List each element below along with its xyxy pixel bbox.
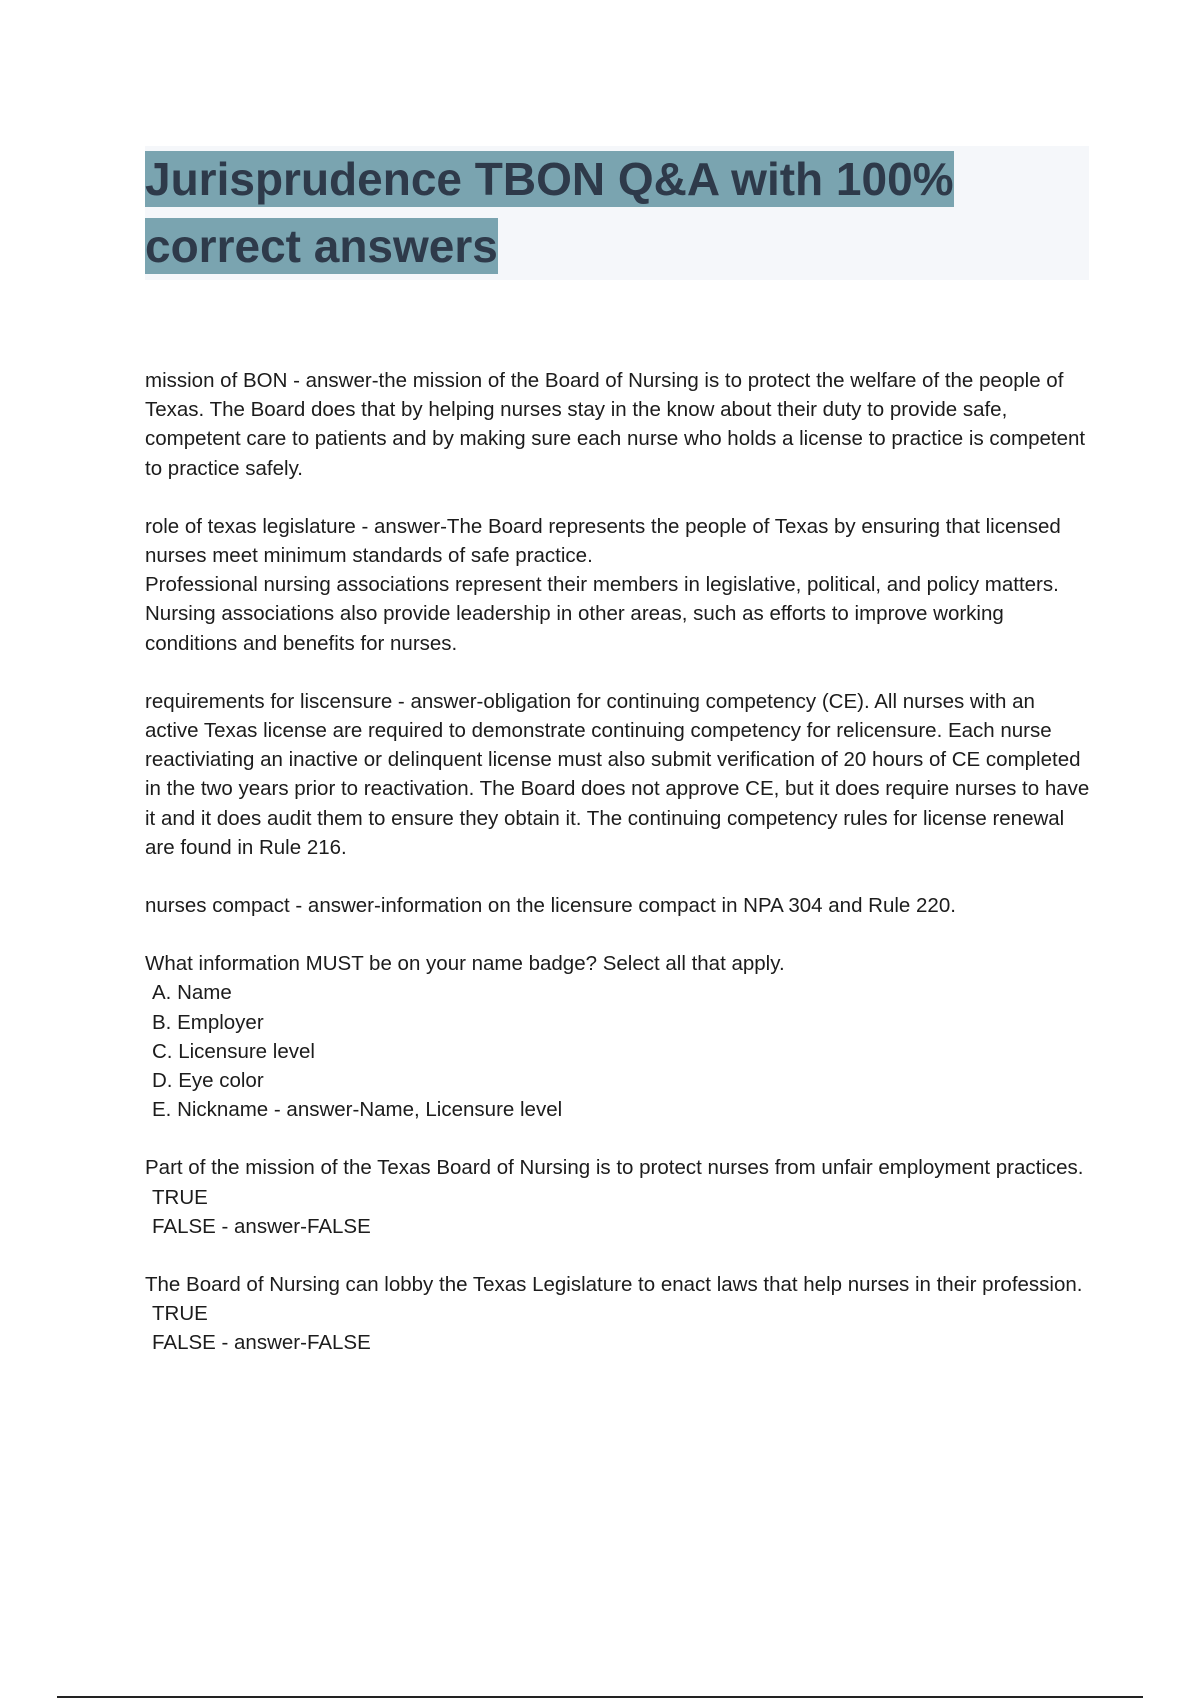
qa-text: mission of BON - answer-the mission of the Board of Nursing is to protect the welfare of the people of Texas. The Board does that by helping nurses stay in the know about their duty to provide safe, competent care to patients and by making sure each nurse who holds a license to practice is competent to practice safely. bbox=[145, 369, 1086, 480]
qa-option: B. Employer bbox=[152, 1010, 264, 1034]
qa-option: TRUE bbox=[152, 1185, 208, 1209]
qa-option: TRUE bbox=[152, 1302, 208, 1326]
qa-option: FALSE - answer-FALSE bbox=[152, 1331, 371, 1355]
qa-option: E. Nickname - answer-Name, Licensure level bbox=[152, 1098, 563, 1122]
qa-option: D. Eye color bbox=[152, 1069, 264, 1093]
qa-question: The Board of Nursing can lobby the Texas Legislature to enact laws that help nurses in their profession. bbox=[145, 1273, 1083, 1297]
qa-option: C. Licensure level bbox=[152, 1039, 315, 1063]
qa-text: nurses compact - answer-information on the licensure compact in NPA 304 and Rule 220. bbox=[145, 894, 956, 918]
qa-unfair-employment bbox=[145, 1153, 1090, 1241]
qa-question: What information MUST be on your name badge? Select all that apply. bbox=[145, 952, 785, 976]
document-body bbox=[145, 366, 1090, 1387]
qa-compact bbox=[145, 891, 1090, 920]
qa-text: role of texas legislature - answer-The Board represents the people of Texas by ensuring that licensed nurses meet minimum standards of safe practice. bbox=[145, 514, 1061, 568]
title-line-2: correct answers bbox=[145, 220, 498, 272]
document-title bbox=[145, 146, 1089, 280]
qa-lobby bbox=[145, 1270, 1090, 1358]
qa-option: FALSE - answer-FALSE bbox=[152, 1214, 371, 1238]
qa-question: Part of the mission of the Texas Board of Nursing is to protect nurses from unfair employment practices. bbox=[145, 1156, 1084, 1180]
qa-mission bbox=[145, 366, 1090, 483]
qa-requirements bbox=[145, 687, 1090, 862]
qa-option: A. Name bbox=[152, 981, 232, 1005]
qa-text: requirements for liscensure - answer-obligation for continuing competency (CE). All nurses with an active Texas license are required to demonstrate continuing competency for relicensure. Each nurse reactiviating an inactive or delinquent license must also submit verification of 20 hours of CE completed in the two years prior to reactivation. The Board does not approve CE, but it does require nurses to have it and it does audit them to ensure they obtain it. The continuing competency rules for license renewal are found in Rule 216. bbox=[145, 689, 1090, 859]
qa-badge bbox=[145, 949, 1090, 1124]
title-block bbox=[145, 146, 1089, 280]
qa-legislature bbox=[145, 512, 1090, 658]
qa-text: Professional nursing associations represent their members in legislative, political, and policy matters. Nursing associations also provide leadership in other areas, such as efforts to improve working conditions and benefits for nurses. bbox=[145, 573, 1059, 655]
footer-divider bbox=[57, 1696, 1143, 1698]
title-line-1: Jurisprudence TBON Q&A with 100% bbox=[145, 153, 954, 205]
